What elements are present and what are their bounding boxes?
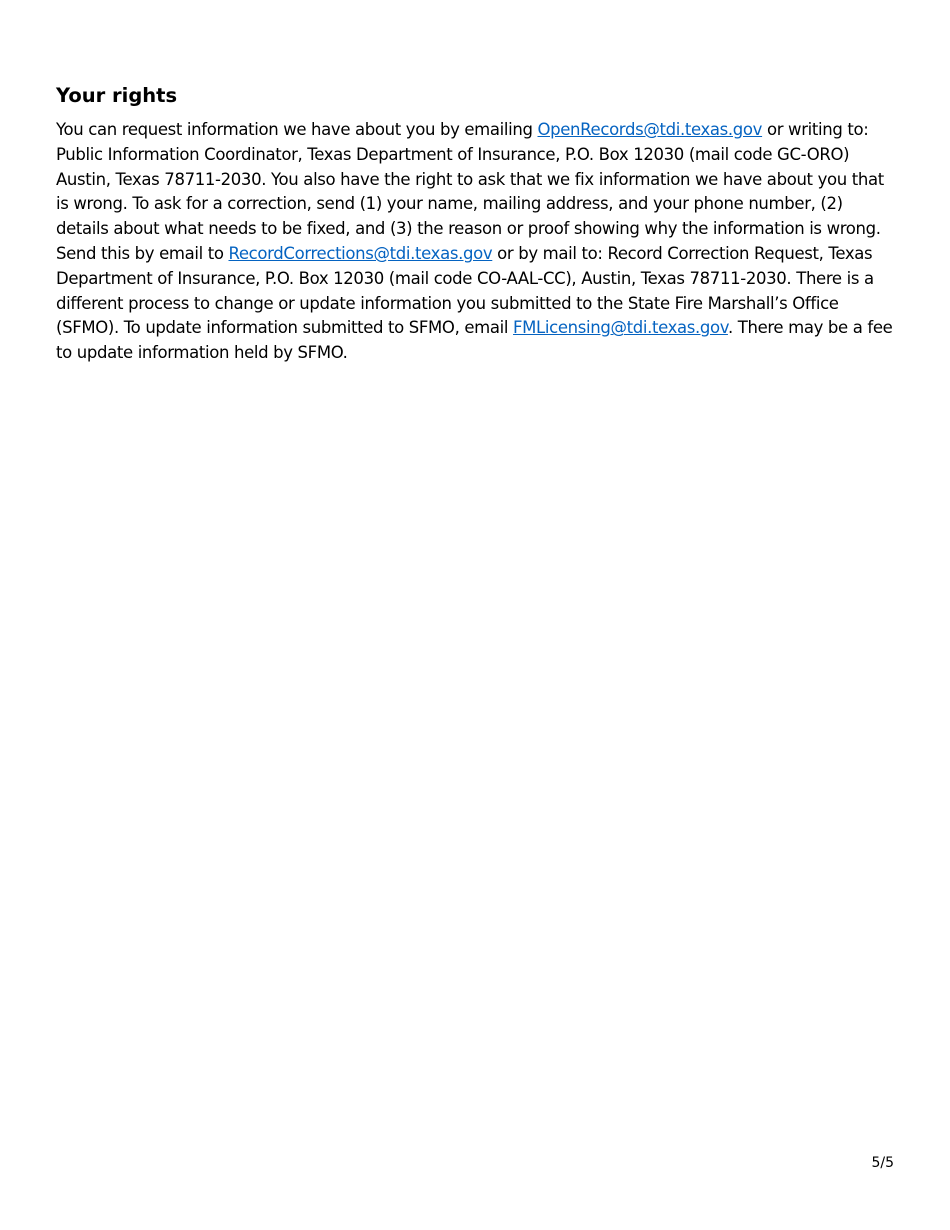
- fm-licensing-email-link[interactable]: FMLicensing@tdi.texas.gov: [513, 318, 728, 338]
- document-page: [56, 82, 896, 366]
- paragraph-text-sfmo-process: or by mail to: Record Correction Request, Texas Department of Insurance, P.O. Box 12030 (mail code CO-AAL-CC), Austin, Texas 78711-2030. There is a different process to change or update information you submitted to the State Fire Marshall’s Office (SFMO). To update information submitted to SFMO, email: [56, 243, 874, 338]
- paragraph-text-intro: You can request information we have about you by emailing: [56, 120, 538, 139]
- open-records-email-link[interactable]: OpenRecords@tdi.texas.gov: [537, 120, 763, 139]
- paragraph-text-correction-instructions: or writing to: Public Information Coordinator, Texas Department of Insurance, P.O. Box 12030 (mail code GC-ORO) Austin, Texas 78711-2030. You also have the right to ask that we fix information we have about you that is wrong. To ask for a correction, send (1) your name, mailing address, and your phone number, (2) details about what needs to be fixed, and (3) the reason or proof showing why the information is wrong. Send this by email to: [56, 120, 884, 263]
- your-rights-paragraph: [56, 118, 896, 366]
- record-corrections-email-link[interactable]: RecordCorrections@tdi.texas.gov: [228, 243, 493, 263]
- section-heading-your-rights: Your rights: [56, 84, 178, 107]
- page-number: 5/5: [871, 1155, 894, 1171]
- paragraph-text-fee-note: . There may be a fee to update information held by SFMO.: [56, 318, 893, 363]
